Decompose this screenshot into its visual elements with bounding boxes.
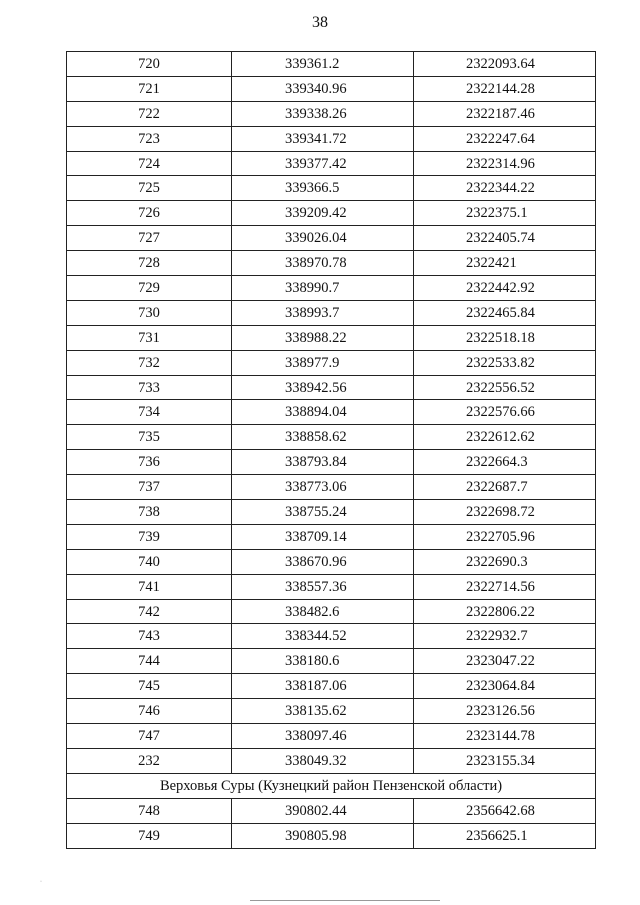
section-row [67,773,596,798]
x-coordinate-cell: 338097.46 [232,724,414,749]
point-number-cell: 726 [67,201,232,226]
x-coordinate-cell: 338135.62 [232,699,414,724]
table-row [67,126,596,151]
x-coordinate-cell: 338942.56 [232,375,414,400]
point-number-cell: 232 [67,748,232,773]
y-coordinate-cell: 2322687.7 [414,475,596,500]
x-coordinate-cell: 338709.14 [232,524,414,549]
x-coordinate-cell: 338755.24 [232,500,414,525]
x-coordinate-cell: 338773.06 [232,475,414,500]
table-row [67,748,596,773]
point-number-cell: 734 [67,400,232,425]
table-row [67,574,596,599]
x-coordinate-cell: 338557.36 [232,574,414,599]
y-coordinate-cell: 2322442.92 [414,276,596,301]
table-row [67,276,596,301]
y-coordinate-cell: 2356642.68 [414,798,596,823]
point-number-cell: 736 [67,450,232,475]
bottom-rule [250,900,440,901]
y-coordinate-cell: 2322533.82 [414,350,596,375]
x-coordinate-cell: 390805.98 [232,823,414,848]
y-coordinate-cell: 2322247.64 [414,126,596,151]
table-row [67,599,596,624]
x-coordinate-cell: 338894.04 [232,400,414,425]
table-row [67,400,596,425]
point-number-cell: 738 [67,500,232,525]
y-coordinate-cell: 2323047.22 [414,649,596,674]
point-number-cell: 720 [67,52,232,77]
table-row [67,624,596,649]
point-number-cell: 745 [67,674,232,699]
point-number-cell: 747 [67,724,232,749]
scan-speck: · [40,879,42,885]
table-row [67,475,596,500]
coordinates-table [66,51,596,849]
x-coordinate-cell: 339377.42 [232,151,414,176]
x-coordinate-cell: 339341.72 [232,126,414,151]
x-coordinate-cell: 338993.7 [232,300,414,325]
table-row [67,674,596,699]
y-coordinate-cell: 2322664.3 [414,450,596,475]
x-coordinate-cell: 338670.96 [232,549,414,574]
x-coordinate-cell: 338793.84 [232,450,414,475]
point-number-cell: 722 [67,101,232,126]
y-coordinate-cell: 2322093.64 [414,52,596,77]
table-row [67,823,596,848]
y-coordinate-cell: 2322344.22 [414,176,596,201]
x-coordinate-cell: 339026.04 [232,226,414,251]
table-row [67,52,596,77]
table-row [67,176,596,201]
table-row [67,251,596,276]
y-coordinate-cell: 2322314.96 [414,151,596,176]
x-coordinate-cell: 338977.9 [232,350,414,375]
table-row [67,699,596,724]
point-number-cell: 735 [67,425,232,450]
point-number-cell: 740 [67,549,232,574]
y-coordinate-cell: 2322465.84 [414,300,596,325]
x-coordinate-cell: 338049.32 [232,748,414,773]
page-number: 38 [312,14,328,31]
x-coordinate-cell: 338344.52 [232,624,414,649]
y-coordinate-cell: 2323064.84 [414,674,596,699]
table-row [67,350,596,375]
y-coordinate-cell: 2322690.3 [414,549,596,574]
point-number-cell: 733 [67,375,232,400]
x-coordinate-cell: 339361.2 [232,52,414,77]
point-number-cell: 728 [67,251,232,276]
table-row [67,201,596,226]
x-coordinate-cell: 339338.26 [232,101,414,126]
y-coordinate-cell: 2322612.62 [414,425,596,450]
point-number-cell: 732 [67,350,232,375]
table-row [67,798,596,823]
x-coordinate-cell: 338988.22 [232,325,414,350]
point-number-cell: 737 [67,475,232,500]
y-coordinate-cell: 2322187.46 [414,101,596,126]
point-number-cell: 739 [67,524,232,549]
y-coordinate-cell: 2356625.1 [414,823,596,848]
table-row [67,500,596,525]
y-coordinate-cell: 2322375.1 [414,201,596,226]
point-number-cell: 749 [67,823,232,848]
x-coordinate-cell: 339209.42 [232,201,414,226]
table-row [67,226,596,251]
x-coordinate-cell: 338482.6 [232,599,414,624]
coordinates-table-body [67,52,596,849]
point-number-cell: 748 [67,798,232,823]
point-number-cell: 741 [67,574,232,599]
table-row [67,450,596,475]
y-coordinate-cell: 2322932.7 [414,624,596,649]
y-coordinate-cell: 2322705.96 [414,524,596,549]
point-number-cell: 744 [67,649,232,674]
y-coordinate-cell: 2322421 [414,251,596,276]
y-coordinate-cell: 2322714.56 [414,574,596,599]
table-row [67,151,596,176]
point-number-cell: 730 [67,300,232,325]
x-coordinate-cell: 338187.06 [232,674,414,699]
table-row [67,300,596,325]
x-coordinate-cell: 338990.7 [232,276,414,301]
x-coordinate-cell: 390802.44 [232,798,414,823]
point-number-cell: 725 [67,176,232,201]
point-number-cell: 746 [67,699,232,724]
x-coordinate-cell: 338858.62 [232,425,414,450]
point-number-cell: 727 [67,226,232,251]
y-coordinate-cell: 2323144.78 [414,724,596,749]
table-row [67,549,596,574]
x-coordinate-cell: 338970.78 [232,251,414,276]
x-coordinate-cell: 339340.96 [232,76,414,101]
y-coordinate-cell: 2322576.66 [414,400,596,425]
y-coordinate-cell: 2323155.34 [414,748,596,773]
section-title: Верховья Суры (Кузнецкий район Пензенской области) [67,773,596,798]
table-row [67,101,596,126]
table-row [67,375,596,400]
x-coordinate-cell: 338180.6 [232,649,414,674]
table-row [67,649,596,674]
table-row [67,425,596,450]
y-coordinate-cell: 2322556.52 [414,375,596,400]
point-number-cell: 724 [67,151,232,176]
y-coordinate-cell: 2323126.56 [414,699,596,724]
table-row [67,76,596,101]
point-number-cell: 729 [67,276,232,301]
point-number-cell: 731 [67,325,232,350]
table-row [67,524,596,549]
x-coordinate-cell: 339366.5 [232,176,414,201]
y-coordinate-cell: 2322698.72 [414,500,596,525]
y-coordinate-cell: 2322144.28 [414,76,596,101]
y-coordinate-cell: 2322405.74 [414,226,596,251]
point-number-cell: 723 [67,126,232,151]
point-number-cell: 742 [67,599,232,624]
y-coordinate-cell: 2322518.18 [414,325,596,350]
y-coordinate-cell: 2322806.22 [414,599,596,624]
table-row [67,724,596,749]
point-number-cell: 743 [67,624,232,649]
point-number-cell: 721 [67,76,232,101]
table-row [67,325,596,350]
